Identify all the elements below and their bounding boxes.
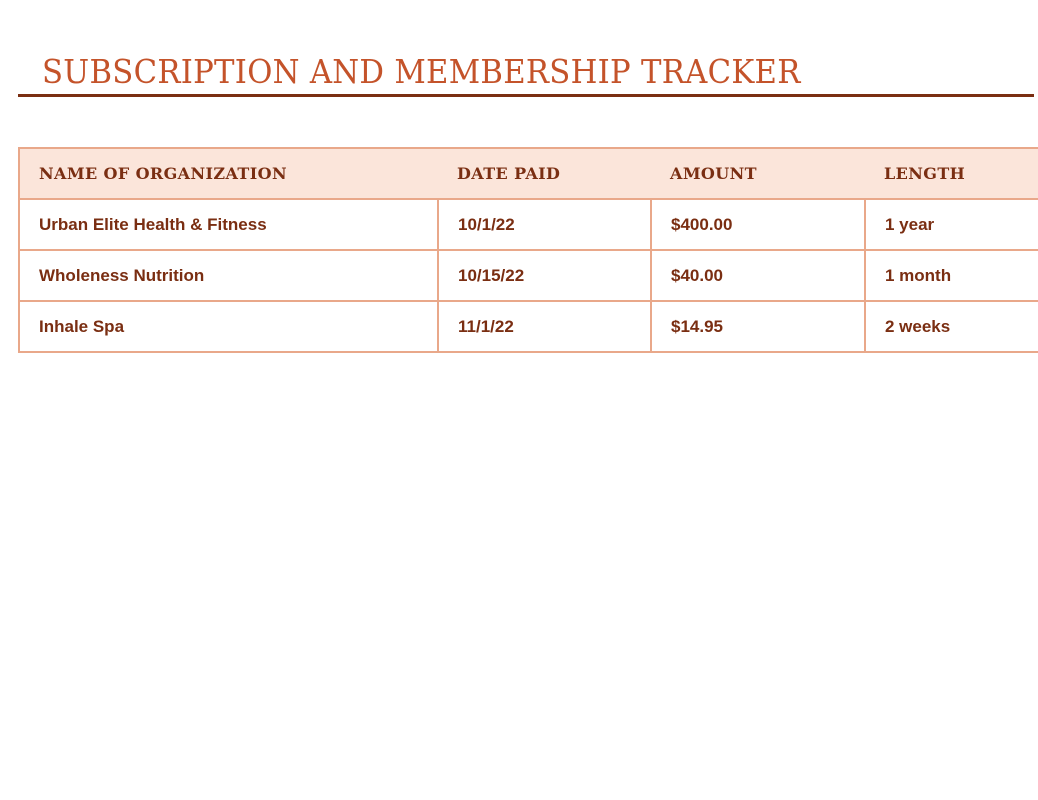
column-header-amount[interactable]: AMOUNT [651, 148, 865, 199]
length-cell[interactable]: 1 year [865, 199, 1038, 250]
organization-cell[interactable]: Urban Elite Health & Fitness [19, 199, 438, 250]
table-row [19, 199, 1038, 250]
organization-cell[interactable]: Wholeness Nutrition [19, 250, 438, 301]
amount-cell[interactable]: $40.00 [651, 250, 865, 301]
length-cell[interactable]: 2 weeks [865, 301, 1038, 352]
date-paid-cell[interactable]: 10/15/22 [438, 250, 651, 301]
column-header-length[interactable]: LENGTH [865, 148, 1038, 199]
tracker-table [18, 147, 1038, 353]
table-header-row [19, 148, 1038, 199]
length-cell[interactable]: 1 month [865, 250, 1038, 301]
organization-cell[interactable]: Inhale Spa [19, 301, 438, 352]
page-title: SUBSCRIPTION AND MEMBERSHIP TRACKER [42, 52, 801, 91]
date-paid-cell[interactable]: 10/1/22 [438, 199, 651, 250]
date-paid-cell[interactable]: 11/1/22 [438, 301, 651, 352]
amount-cell[interactable]: $14.95 [651, 301, 865, 352]
amount-cell[interactable]: $400.00 [651, 199, 865, 250]
table-row [19, 250, 1038, 301]
title-divider [18, 94, 1034, 97]
table-row [19, 301, 1038, 352]
column-header-date-paid[interactable]: DATE PAID [438, 148, 651, 199]
column-header-organization[interactable]: NAME OF ORGANIZATION [19, 148, 438, 199]
